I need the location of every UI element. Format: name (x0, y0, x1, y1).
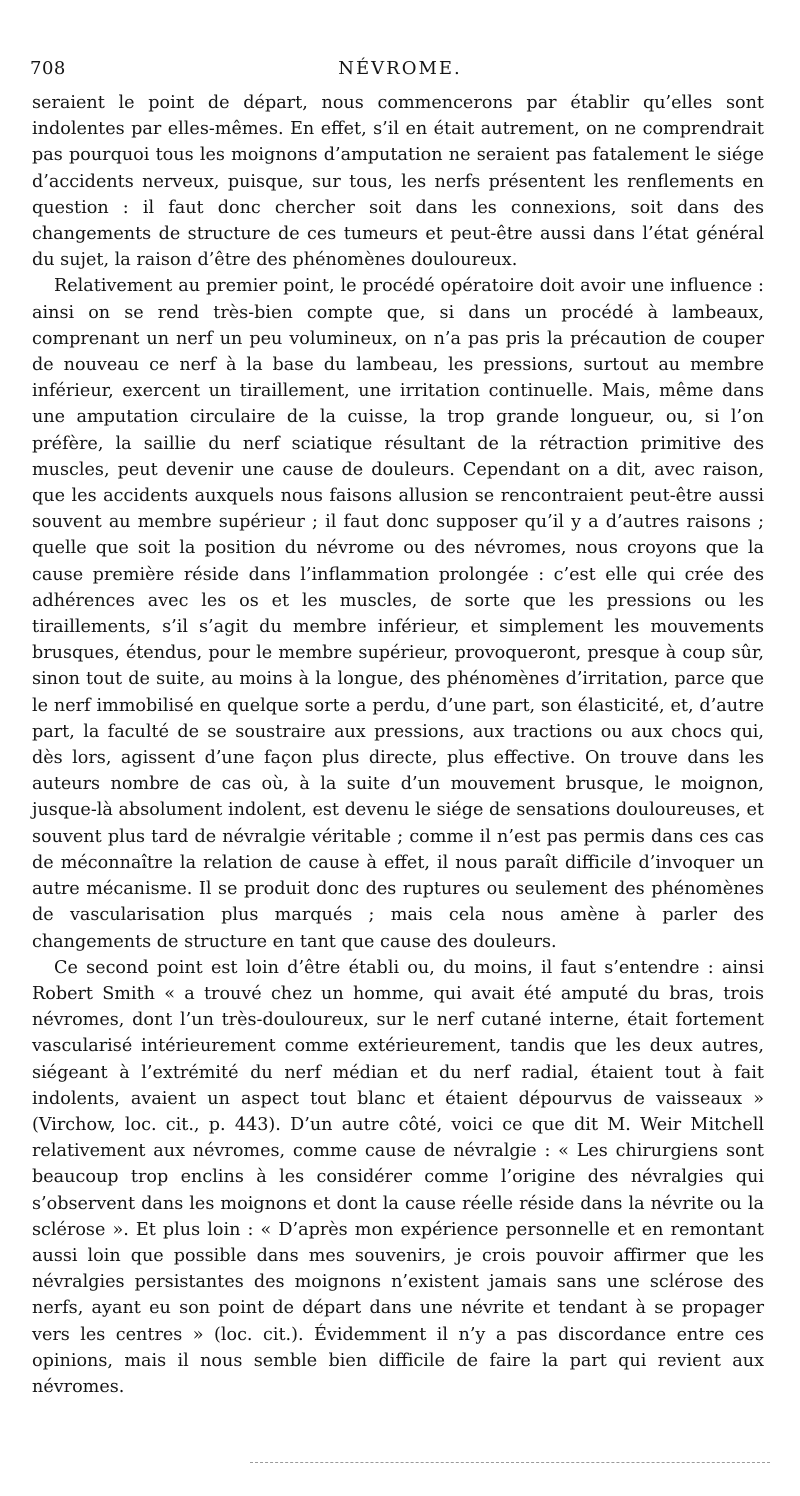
paragraph-continuation: seraient le point de départ, nous commencerons par établir qu’elles sont indolentes par elles-mêmes. En effet, s’il en était autrement, on ne comprendrait pas pourquoi tous les moignons d’amputation ne seraient pas fatalement le siége d’accidents nerveux, puisque, sur tous, les nerfs présentent les renflements en question : il faut donc chercher soit dans les connexions, soit dans des changements de structure de ces tumeurs et peut-être aussi dans l’état général du sujet, la raison d’être des phénomènes douloureux. (32, 93, 764, 271)
footer-rule (250, 1462, 770, 1463)
running-head (30, 58, 765, 84)
running-title: NÉVROME. (338, 58, 462, 79)
body-text (32, 90, 764, 1400)
page-number: 708 (30, 58, 66, 79)
paragraph-structural-changes: Ce second point est loin d’être établi ou, du moins, il faut s’entendre : ainsi Robert Smith « a trouvé chez un homme, qui avait été amputé du bras, trois névromes, dont l’un très-douloureux, sur le nerf cutané interne, était fortement vascularisé intérieurement comme extérieurement, tandis que les deux autres, siégeant à l’extrémité du nerf médian et du nerf radial, étaient tout à fait indolents, avaient un aspect tout blanc et étaient dépourvus de vaisseaux » (Virchow, loc. cit., p. 443). D’un autre côté, voici ce que dit M. Weir Mitchell relativement aux névromes, comme cause de névralgie : « Les chirurgiens sont beaucoup trop enclins à les considérer comme l’origine des névralgies qui s’observent dans les moignons et dont la cause réelle réside dans la névrite ou la sclérose ». Et plus loin : « D’après mon expérience personnelle et en remontant aussi loin que possible dans mes souvenirs, je crois pouvoir affirmer que les névralgies persistantes des moignons n’existent jamais sans une sclérose des nerfs, ayant eu son point de départ dans une névrite et tendant à se propager vers les centres » (loc. cit.). Évidemment il n’y a pas discordance entre ces opinions, mais il nous semble bien difficile de faire la part qui revient aux névromes. (32, 957, 764, 1397)
paragraph-operative-procedure: Relativement au premier point, le procédé opératoire doit avoir une influence : ainsi on se rend très-bien compte que, si dans un procédé à lambeaux, comprenant un nerf un peu volumineux, on n’a pas pris la précaution de couper de nouveau ce nerf à la base du lambeau, les pressions, surtout au membre inférieur, exercent un tiraillement, une irritation continuelle. Mais, même dans une amputation circulaire de la cuisse, la trop grande longueur, ou, si l’on préfère, la saillie du nerf sciatique résultant de la rétraction primitive des muscles, peut devenir une cause de douleurs. Cependant on a dit, avec raison, que les accidents auxquels nous faisons allusion se rencontraient peut-être aussi souvent au membre supérieur ; il faut donc supposer qu’il y a d’autres raisons ; quelle que soit la position du névrome ou des névromes, nous croyons que la cause première réside dans l’inflammation prolongée : c’est elle qui crée des adhérences avec les os et les muscles, de sorte que les pressions ou les tiraillements, s’il s’agit du membre inférieur, et simplement les mouvements brusques, étendus, pour le membre supérieur, provoqueront, presque à coup sûr, sinon tout de suite, au moins à la longue, des phénomènes d’irritation, parce que le nerf immobilisé en quelque sorte a perdu, d’une part, son élasticité, et, d’autre part, la faculté de se soustraire aux pressions, aux tractions ou aux chocs qui, dès lors, agissent d’une façon plus directe, plus effective. On trouve dans les auteurs nombre de cas où, à la suite d’un mouvement brusque, le moignon, jusque-là absolument indolent, est devenu le siége de sensations douloureuses, et souvent plus tard de névralgie véritable ; comme il n’est pas permis dans ces cas de méconnaître la relation de cause à effet, il nous paraît difficile d’invoquer un autre mécanisme. Il se produit donc des ruptures ou seulement des phénomènes de vascularisation plus marqués ; mais cela nous amène à parler des changements de structure en tant que cause des douleurs. (32, 276, 764, 952)
